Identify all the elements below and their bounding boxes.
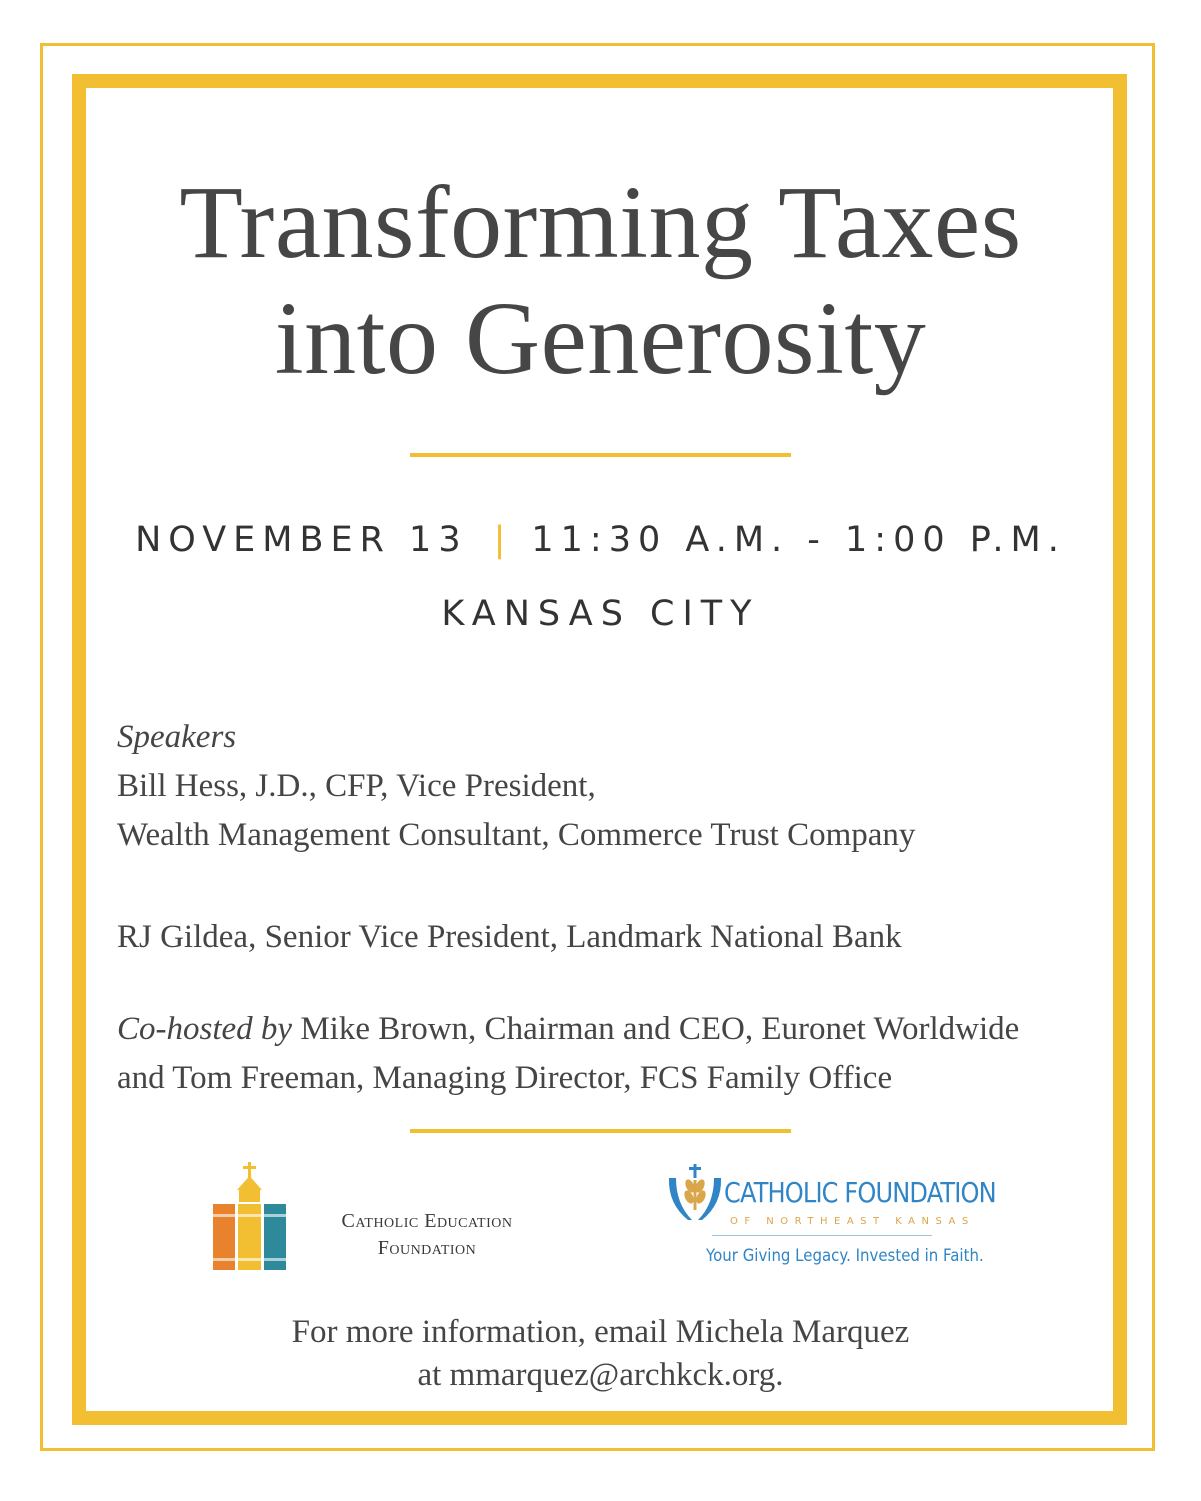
- cef-line-2: Foundation: [377, 1237, 477, 1259]
- contact-footer: [0, 1311, 1201, 1397]
- speaker-1-line-1: Bill Hess, J.D., CFP, Vice President,: [117, 768, 596, 804]
- event-time: 11:30 A.M. - 1:00 P.M.: [531, 520, 1066, 560]
- divider-top: [410, 453, 791, 457]
- cfnk-tagline: Your Giving Legacy. Invested in Faith.: [706, 1246, 984, 1266]
- event-location: KANSAS CITY: [441, 594, 760, 634]
- catholic-foundation-nek-logo: [664, 1160, 996, 1275]
- title-line-1: Transforming Taxes: [179, 165, 1022, 280]
- catholic-education-foundation-logo: [211, 1162, 551, 1272]
- cohost-line-1-text: Mike Brown, Chairman and CEO, Euronet Worldwide: [292, 1011, 1020, 1047]
- books-church-icon: [211, 1162, 291, 1272]
- cohost-label: Co-hosted by: [117, 1011, 293, 1047]
- date-time-separator: |: [493, 520, 506, 560]
- speakers-section: [117, 713, 1117, 860]
- wheat-hands-icon: [666, 1164, 724, 1226]
- cohost-section: [117, 1005, 1117, 1103]
- speaker-1-line-2: Wealth Management Consultant, Commerce Trust Company: [117, 817, 916, 853]
- cef-line-1: Catholic Education: [341, 1210, 513, 1232]
- cef-wordmark: [307, 1208, 547, 1262]
- title-line-2: into Generosity: [274, 281, 927, 396]
- cohost-line-2: and Tom Freeman, Managing Director, FCS Family Office: [117, 1060, 893, 1096]
- footer-line-2: at mmarquez@archkck.org.: [417, 1357, 784, 1393]
- cfnk-divider: [712, 1235, 932, 1236]
- speaker-2: [117, 913, 1117, 962]
- divider-bottom: [410, 1129, 791, 1133]
- event-title: [0, 165, 1201, 397]
- footer-line-1: For more information, email Michela Marquez: [291, 1314, 910, 1350]
- speaker-2-text: RJ Gildea, Senior Vice President, Landmark National Bank: [117, 919, 902, 955]
- event-date: NOVEMBER 13: [135, 520, 468, 560]
- cfnk-name: CATHOLIC FOUNDATION: [724, 1176, 996, 1209]
- cfnk-subtitle: OF NORTHEAST KANSAS: [730, 1216, 975, 1227]
- speakers-heading: Speakers: [117, 719, 237, 755]
- cohost-line-1: [117, 1005, 1117, 1054]
- date-time-line: [0, 520, 1201, 560]
